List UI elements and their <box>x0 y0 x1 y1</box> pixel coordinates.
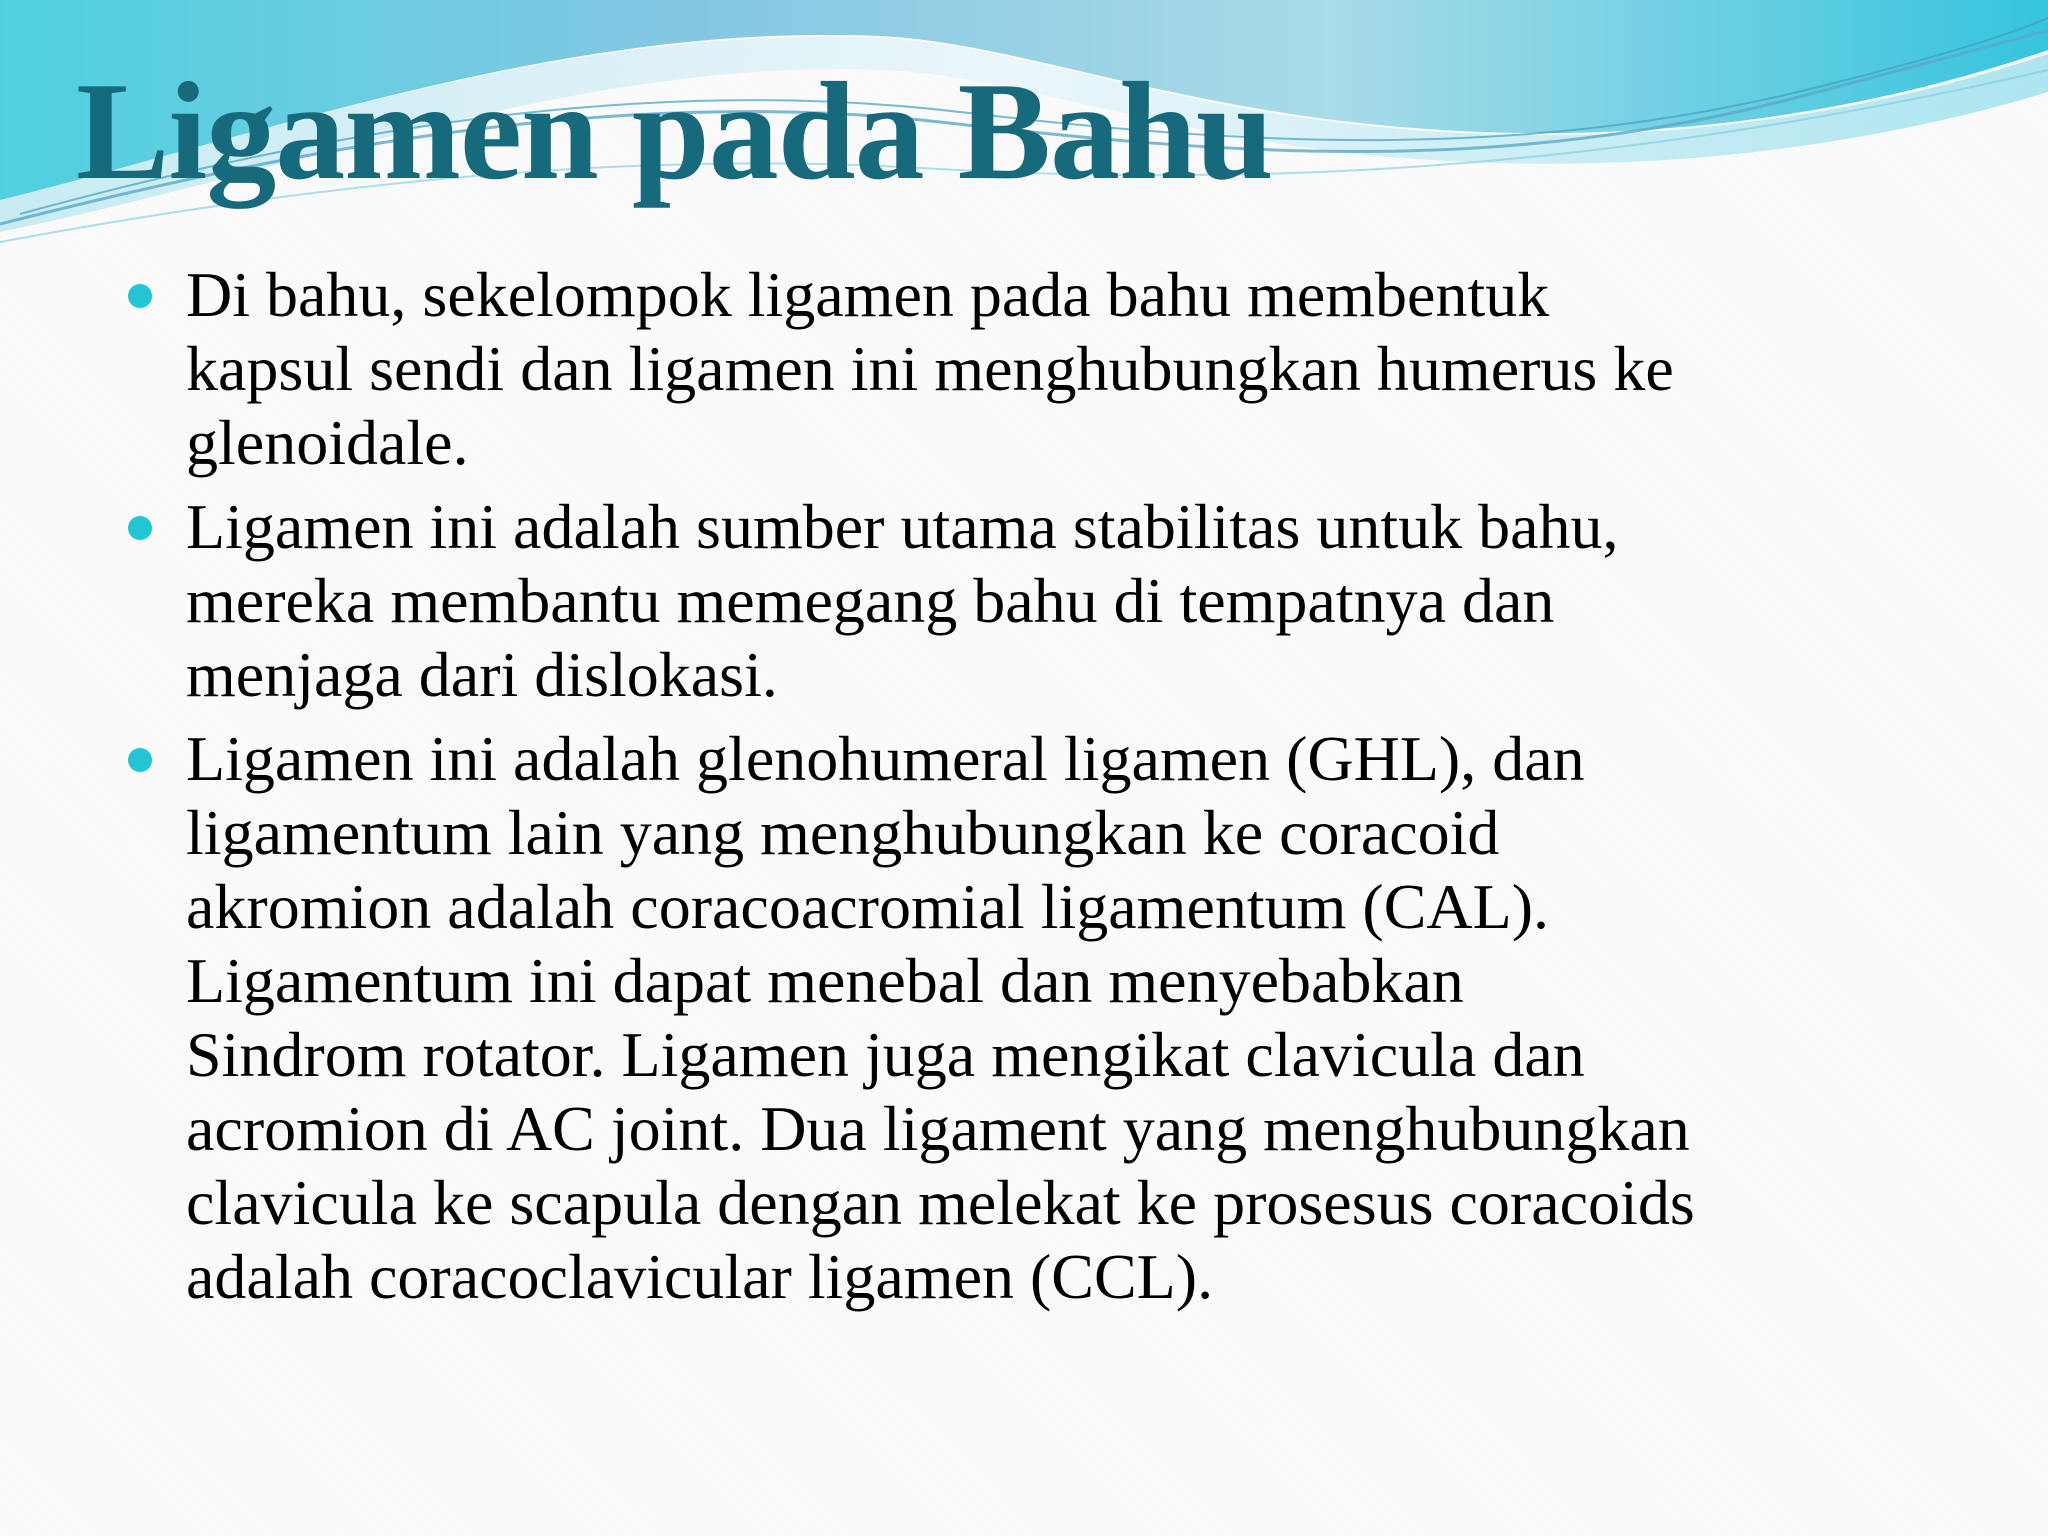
bullet-text-line: Ligamentum ini dapat menebal dan menyebabkan <box>186 945 1464 1016</box>
bullet-dot-icon <box>128 748 152 772</box>
bullet-item <box>128 258 1928 480</box>
slide-title: Ligamen pada Bahu <box>76 54 1273 209</box>
bullet-text-line: glenoidale. <box>186 407 469 478</box>
bullet-text-line: menjaga dari dislokasi. <box>186 639 778 710</box>
bullet-item <box>128 722 1928 1314</box>
bullet-list <box>128 258 1928 1324</box>
bullet-dot-icon <box>128 516 152 540</box>
bullet-text-line: acromion di AC joint. Dua ligament yang menghubungkan <box>186 1093 1690 1164</box>
bullet-item <box>128 490 1928 712</box>
bullet-text-line: clavicula ke scapula dengan melekat ke prosesus coracoids <box>186 1167 1695 1238</box>
bullet-text-line: Di bahu, sekelompok ligamen pada bahu membentuk <box>186 259 1550 330</box>
bullet-dot-icon <box>128 284 152 308</box>
bullet-text-line: Ligamen ini adalah sumber utama stabilitas untuk bahu, <box>186 491 1619 562</box>
bullet-text-line: ligamentum lain yang menghubungkan ke coracoid <box>186 797 1500 868</box>
bullet-text-line: Ligamen ini adalah glenohumeral ligamen (GHL), dan <box>186 723 1585 794</box>
bullet-text-line: Sindrom rotator. Ligamen juga mengikat clavicula dan <box>186 1019 1585 1090</box>
bullet-text-line: adalah coracoclavicular ligamen (CCL). <box>186 1241 1214 1312</box>
bullet-text-line: mereka membantu memegang bahu di tempatnya dan <box>186 565 1555 636</box>
bullet-text-line: akromion adalah coracoacromial ligamentum (CAL). <box>186 871 1550 942</box>
bullet-text-line: kapsul sendi dan ligamen ini menghubungkan humerus ke <box>186 333 1674 404</box>
